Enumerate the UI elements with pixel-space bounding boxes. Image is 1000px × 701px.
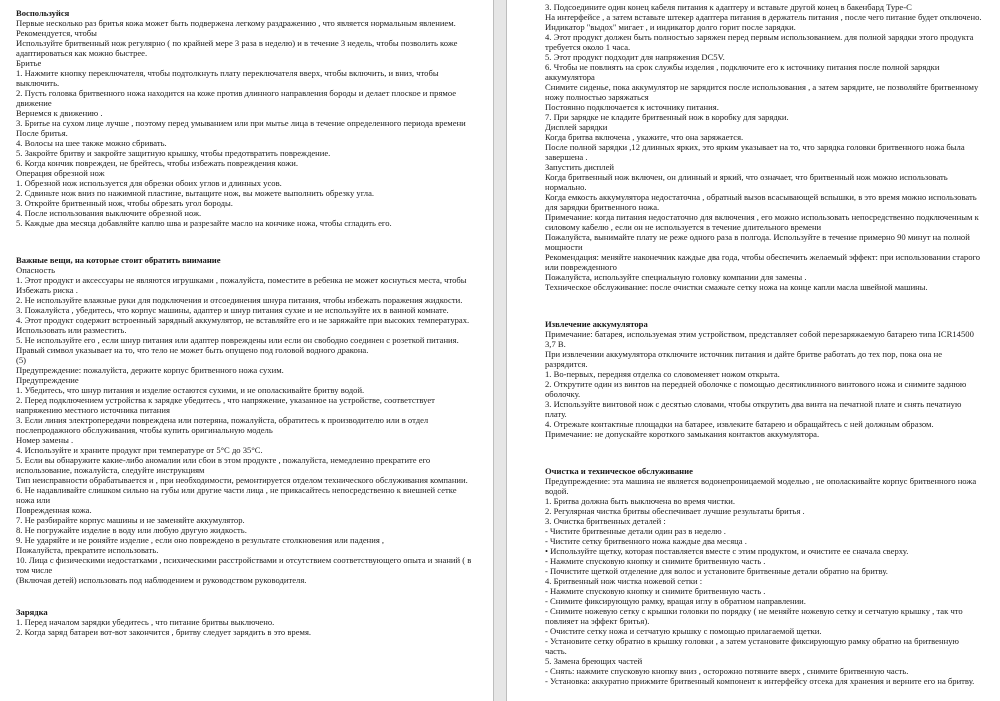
section-charging-continued (545, 2, 1000, 292)
text-line: Постоянно подключается к источнику питания. (545, 102, 719, 112)
text-line: 5. Не используйте его , если шнур питания или адаптер повреждены или если он свободно соединен с розеткой питания. (16, 335, 459, 345)
text-line: 1. Обрезной нож используется для обрезки обоих углов и длинных усов. (16, 178, 282, 188)
section-cleaning (545, 466, 1000, 686)
text-line: Дисплей зарядки (545, 122, 608, 132)
text-line: Опасность (16, 265, 56, 275)
text-line: Первые несколько раз бритья кожа может быть подвержена легкому раздражению , что является нормальным явлением. Рекомендуется, чтобы (16, 18, 456, 38)
text-line: 3. Пожалуйста , убедитесь, что корпус машины, адаптер и шнур питания сухие и не используйте их в ванной комнате. (16, 305, 449, 315)
text-line: 3. Очистка бритвенных деталей : (545, 516, 666, 526)
section-battery-body (545, 329, 1000, 439)
text-line: Используйте бритвенный нож регулярно ( по крайней мере 3 раза в неделю) и в течение 3 недель, чтобы позволить коже адаптироваться как можно быстрее. (16, 38, 458, 58)
text-line: Предупреждение: пожалуйста, держите корпус бритвенного ножа сухим. (16, 365, 284, 375)
text-line: Поврежденная кожа. (16, 505, 92, 515)
text-line: - Снять: нажмите спусковую кнопку вниз , осторожно потяните вверх , снимите бритвенную часть. (545, 666, 909, 676)
text-line: 2. Пусть головка бритвенного ножа находится на коже против длинного направления бороды и делает плоское и прямое движение (16, 88, 457, 108)
text-line: Вернемся к движению . (16, 108, 103, 118)
text-line: 3. Подсоедините один конец кабеля питания к адаптеру и вставьте другой конец в бакенбард Type-C (545, 2, 912, 12)
text-line: 4. Этот продукт содержит встроенный зарядный аккумулятор, не вставляйте его и не заряжайте при высоких температурах. (16, 315, 470, 325)
text-line: Снимите сиденье, пока аккумулятор не зарядится после использования , а затем зарядите, не позволяйте бритвенному ножу полностью заряжаться (545, 82, 979, 102)
text-line: Избежать риска . (16, 285, 78, 295)
text-line: 5. Если вы обнаружите какие-либо аномалии или сбои в этом продукте , пожалуйста, немедленно прекратите его использование, пожалуйста, следуйте инструкциям (16, 455, 431, 475)
text-line: - Чистите бритвенные детали один раз в неделю . (545, 526, 726, 536)
text-line: 2. Перед подключением устройства к зарядке убедитесь , что напряжение, указанное на устройстве, соответствует напряжению местного источника питания (16, 395, 435, 415)
text-line: При извлечении аккумулятора отключите источник питания и дайте бритве работать до тех пор, пока она не разрядится. (545, 349, 943, 369)
text-line: 1. Этот продукт и аксессуары не являются игрушками , пожалуйста, поместите в ребенка не может коснуться места, чтобы (16, 275, 467, 285)
text-line: 4. Волосы на шее также можно сбривать. (16, 138, 167, 148)
text-line: - Снимите ножевую сетку с крышки головки по порядку ( не меняйте ножевую сетку и сетчатую крышку , так что повлияет на эффект бритья). (545, 606, 963, 626)
section-use (16, 8, 493, 228)
text-line: Пожалуйста, используйте специальную головку компании для замены . (545, 272, 807, 282)
text-line: - Чистите сетку бритвенного ножа каждые два месяца . (545, 536, 747, 546)
text-line: Примечание: батарея, используемая этим устройством, представляет собой перезаряжаемую батарею типа ICR14500 3,7 В. (545, 329, 974, 349)
text-line: На интерфейсе , а затем вставьте штекер адаптера питания в держатель питания , после чего питание будет отключено. (545, 12, 982, 22)
text-line: 4. Бритвенный нож чистка ножевой сетки : (545, 576, 703, 586)
text-line: 2. Регулярная чистка бритвы обеспечивает лучшие результаты бритья . (545, 506, 805, 516)
section-important (16, 255, 493, 585)
section-title-cleaning: Очистка и техническое обслуживание (545, 466, 693, 476)
text-line: • Используйте щетку, которая поставляется вместе с этим продуктом, и очистите ее сначала сверху. (545, 546, 909, 556)
text-line: 3. Если линия электропередачи повреждена или потеряна, пожалуйста, обратитесь к производителю или в отдел послепродажного обслуживания, чтобы купить оригинальную модель (16, 415, 429, 435)
text-line: Предупреждение: эта машина не является водонепроницаемой моделью , не ополаскивайте корпус бритвенного ножа водой. (545, 476, 977, 496)
text-line: Рекомендация: меняйте наконечник каждые два года, чтобы обеспечить желаемый эффект: при использовании старого или поврежденного (545, 252, 981, 272)
section-title-battery: Извлечение аккумулятора (545, 319, 648, 329)
page-gutter (493, 0, 507, 701)
text-line: 6. Не надавливайте слишком сильно на губы или другие части лица , не прикасайтесь непосредственно к внешней сетке ножа или (16, 485, 457, 505)
text-line: 6. Чтобы не повлиять на срок службы изделия , подключите его к источнику питания после полной зарядки аккумулятора (545, 62, 940, 82)
text-line: 5. Замена бреющих частей (545, 656, 643, 666)
text-line: 3. Бритье на сухом лице лучше , поэтому перед умыванием или при мытье лица в течение определенного периода времени (16, 118, 466, 128)
text-line: 2. Не используйте влажные руки для подключения и отсоединения шнура питания, чтобы избежать поражения жидкости. (16, 295, 463, 305)
text-line: Использовать или разместить. (16, 325, 127, 335)
text-line: - Нажмите спусковую кнопку и снимите бритвенную часть . (545, 556, 766, 566)
text-line: Техническое обслуживание: после очистки смажьте сетку ножа на конце капли масла швейной машины. (545, 282, 928, 292)
text-line: - Снимите фиксирующую рамку, вращая иглу в обратном направлении. (545, 596, 806, 606)
text-line: (Включая детей) использовать под наблюдением и руководством руководителя. (16, 575, 307, 585)
text-line: 5. Каждые два месяца добавляйте каплю шва и разрезайте масло на кончике ножа, чтобы сгладить его. (16, 218, 392, 228)
right-page (507, 0, 1000, 701)
left-page (0, 0, 493, 701)
section-cleaning-body (545, 476, 1000, 686)
text-line: Пожалуйста, вынимайте плату не реже одного раза в полгода. Используйте в течение примерно 90 минут на полной мощности (545, 232, 970, 252)
text-line: 2. Когда заряд батареи вот-вот закончится , бритву следует зарядить в это время. (16, 627, 312, 637)
text-line: 5. Закройте бритву и закройте защитную крышку, чтобы предотвратить повреждение. (16, 148, 331, 158)
text-line: Бритье (16, 58, 42, 68)
text-line: Тип неисправности обрабатывается и , при необходимости, ремонтируется отделом технического обслуживания компании. (16, 475, 468, 485)
section-title-use: Воспользуйся (16, 8, 70, 18)
text-line: 1. Бритва должна быть выключена во время чистки. (545, 496, 736, 506)
text-line: 2. Открутите один из винтов на передней оболочке с помощью десятиклинного винтового ножа и снимите заднюю оболочку. (545, 379, 967, 399)
text-line: 1. Нажмите кнопку переключателя, чтобы подтолкнуть плату переключателя вверх, чтобы включить, и вниз, чтобы выключить. (16, 68, 439, 88)
text-line: Когда емкость аккумулятора недостаточна , обратный вызов всасывающей вспышки, в это время можно использовать для зарядки бритвенного ножа. (545, 192, 977, 212)
section-charging-body (16, 617, 493, 637)
text-line: 7. При зарядке не кладите бритвенный нож в коробку для зарядки. (545, 112, 789, 122)
text-line: Предупреждение (16, 375, 79, 385)
text-line: 4. После использования выключите обрезной нож. (16, 208, 202, 218)
text-line: Примечание: когда питания недостаточно для включения , его можно использовать непосредственно подключенным к силовому кабелю , если он не используется в течение длительного времени (545, 212, 979, 232)
text-line: 2. Сдвиньте нож вниз по нажимной пластине, вытащите нож, вы можете выполнить обрезку угла. (16, 188, 375, 198)
text-line: 4. Отрежьте контактные площадки на батарее, извлеките батарею и обращайтесь с ней должным образом. (545, 419, 934, 429)
text-line: 6. Когда кончик поврежден, не брейтесь, чтобы избежать повреждения кожи. (16, 158, 299, 168)
section-battery (545, 319, 1000, 439)
text-line: Когда бритва включена , укажите, что она заряжается. (545, 132, 744, 142)
text-line: (5) (16, 355, 27, 365)
section-charging (16, 607, 493, 637)
text-line: 1. Убедитесь, что шнур питания и изделие остаются сухими, и не ополаскивайте бритву водой. (16, 385, 365, 395)
text-line: 1. Перед началом зарядки убедитесь , что питание бритвы выключено. (16, 617, 275, 627)
text-line: - Нажмите спусковую кнопку и снимите бритвенную часть . (545, 586, 766, 596)
text-line: 9. Не ударяйте и не роняйте изделие , если оно повреждено в результате столкновения или падения , (16, 535, 385, 545)
section-important-body (16, 265, 493, 585)
text-line: 4. Этот продукт должен быть полностью заряжен перед первым использованием. для полной зарядки этого продукта требуется около 1 часа. (545, 32, 974, 52)
text-line: Пожалуйста, прекратите использовать. (16, 545, 159, 555)
text-line: - Очистите сетку ножа и сетчатую крышку с помощью прилагаемой щетки. (545, 626, 822, 636)
text-line: - Установка: аккуратно прижмите бритвенный компонент к интерфейсу отсека для хранения и верните его на бритву. (545, 676, 975, 686)
text-line: 3. Используйте винтовой нож с десятью словами, чтобы открутить два винта на печатной плате и снять печатную плату. (545, 399, 962, 419)
text-line: - Почистите щеткой отделение для волос и установите бритвенные детали обратно на бритву. (545, 566, 888, 576)
text-line: Примечание: не допускайте короткого замыкания контактов аккумулятора. (545, 429, 820, 439)
text-line: Операция обрезной нож (16, 168, 105, 178)
text-line: 5. Этот продукт подходит для напряжения DC5V. (545, 52, 725, 62)
text-line: 10. Лица с физическими недостатками , психическими расстройствами и отсутствием соответствующего опыта и знаний ( в том числе (16, 555, 472, 575)
text-line: После бритья. (16, 128, 68, 138)
section-title-charging: Зарядка (16, 607, 48, 617)
text-line: Когда бритвенный нож включен, он длинный и яркий, что означает, что бритвенный нож можно использовать нормально. (545, 172, 948, 192)
text-line: 4. Используйте и храните продукт при температуре от 5°C до 35°C. (16, 445, 263, 455)
text-line: После полной зарядки ,12 длинных ярких, это ярким указывает на то, что зарядка головки бритвенного ножа была завершена . (545, 142, 965, 162)
text-line: 8. Не погружайте изделие в воду или любую другую жидкость. (16, 525, 247, 535)
text-line: Номер замены . (16, 435, 74, 445)
text-line: - Установите сетку обратно в крышку головки , а затем установите фиксирующую рамку обратно на бритвенную часть. (545, 636, 959, 656)
section-use-body (16, 18, 493, 228)
text-line: Индикатор "выдох" мигает , и индикатор долго горит после зарядки. (545, 22, 796, 32)
section-charging-continued-body (545, 2, 1000, 292)
text-line: 3. Откройте бритвенный нож, чтобы обрезать угол бороды. (16, 198, 233, 208)
section-title-important: Важные вещи, на которые стоит обратить внимание (16, 255, 221, 265)
text-line: 1. Во-первых, передняя отделка со словоменяет ножом открыта. (545, 369, 780, 379)
text-line: Правый символ указывает на то, что тело не может быть опущено под головой водного дракона. (16, 345, 369, 355)
text-line: Запустить дисплей (545, 162, 614, 172)
text-line: 7. Не разбирайте корпус машины и не заменяйте аккумулятор. (16, 515, 245, 525)
